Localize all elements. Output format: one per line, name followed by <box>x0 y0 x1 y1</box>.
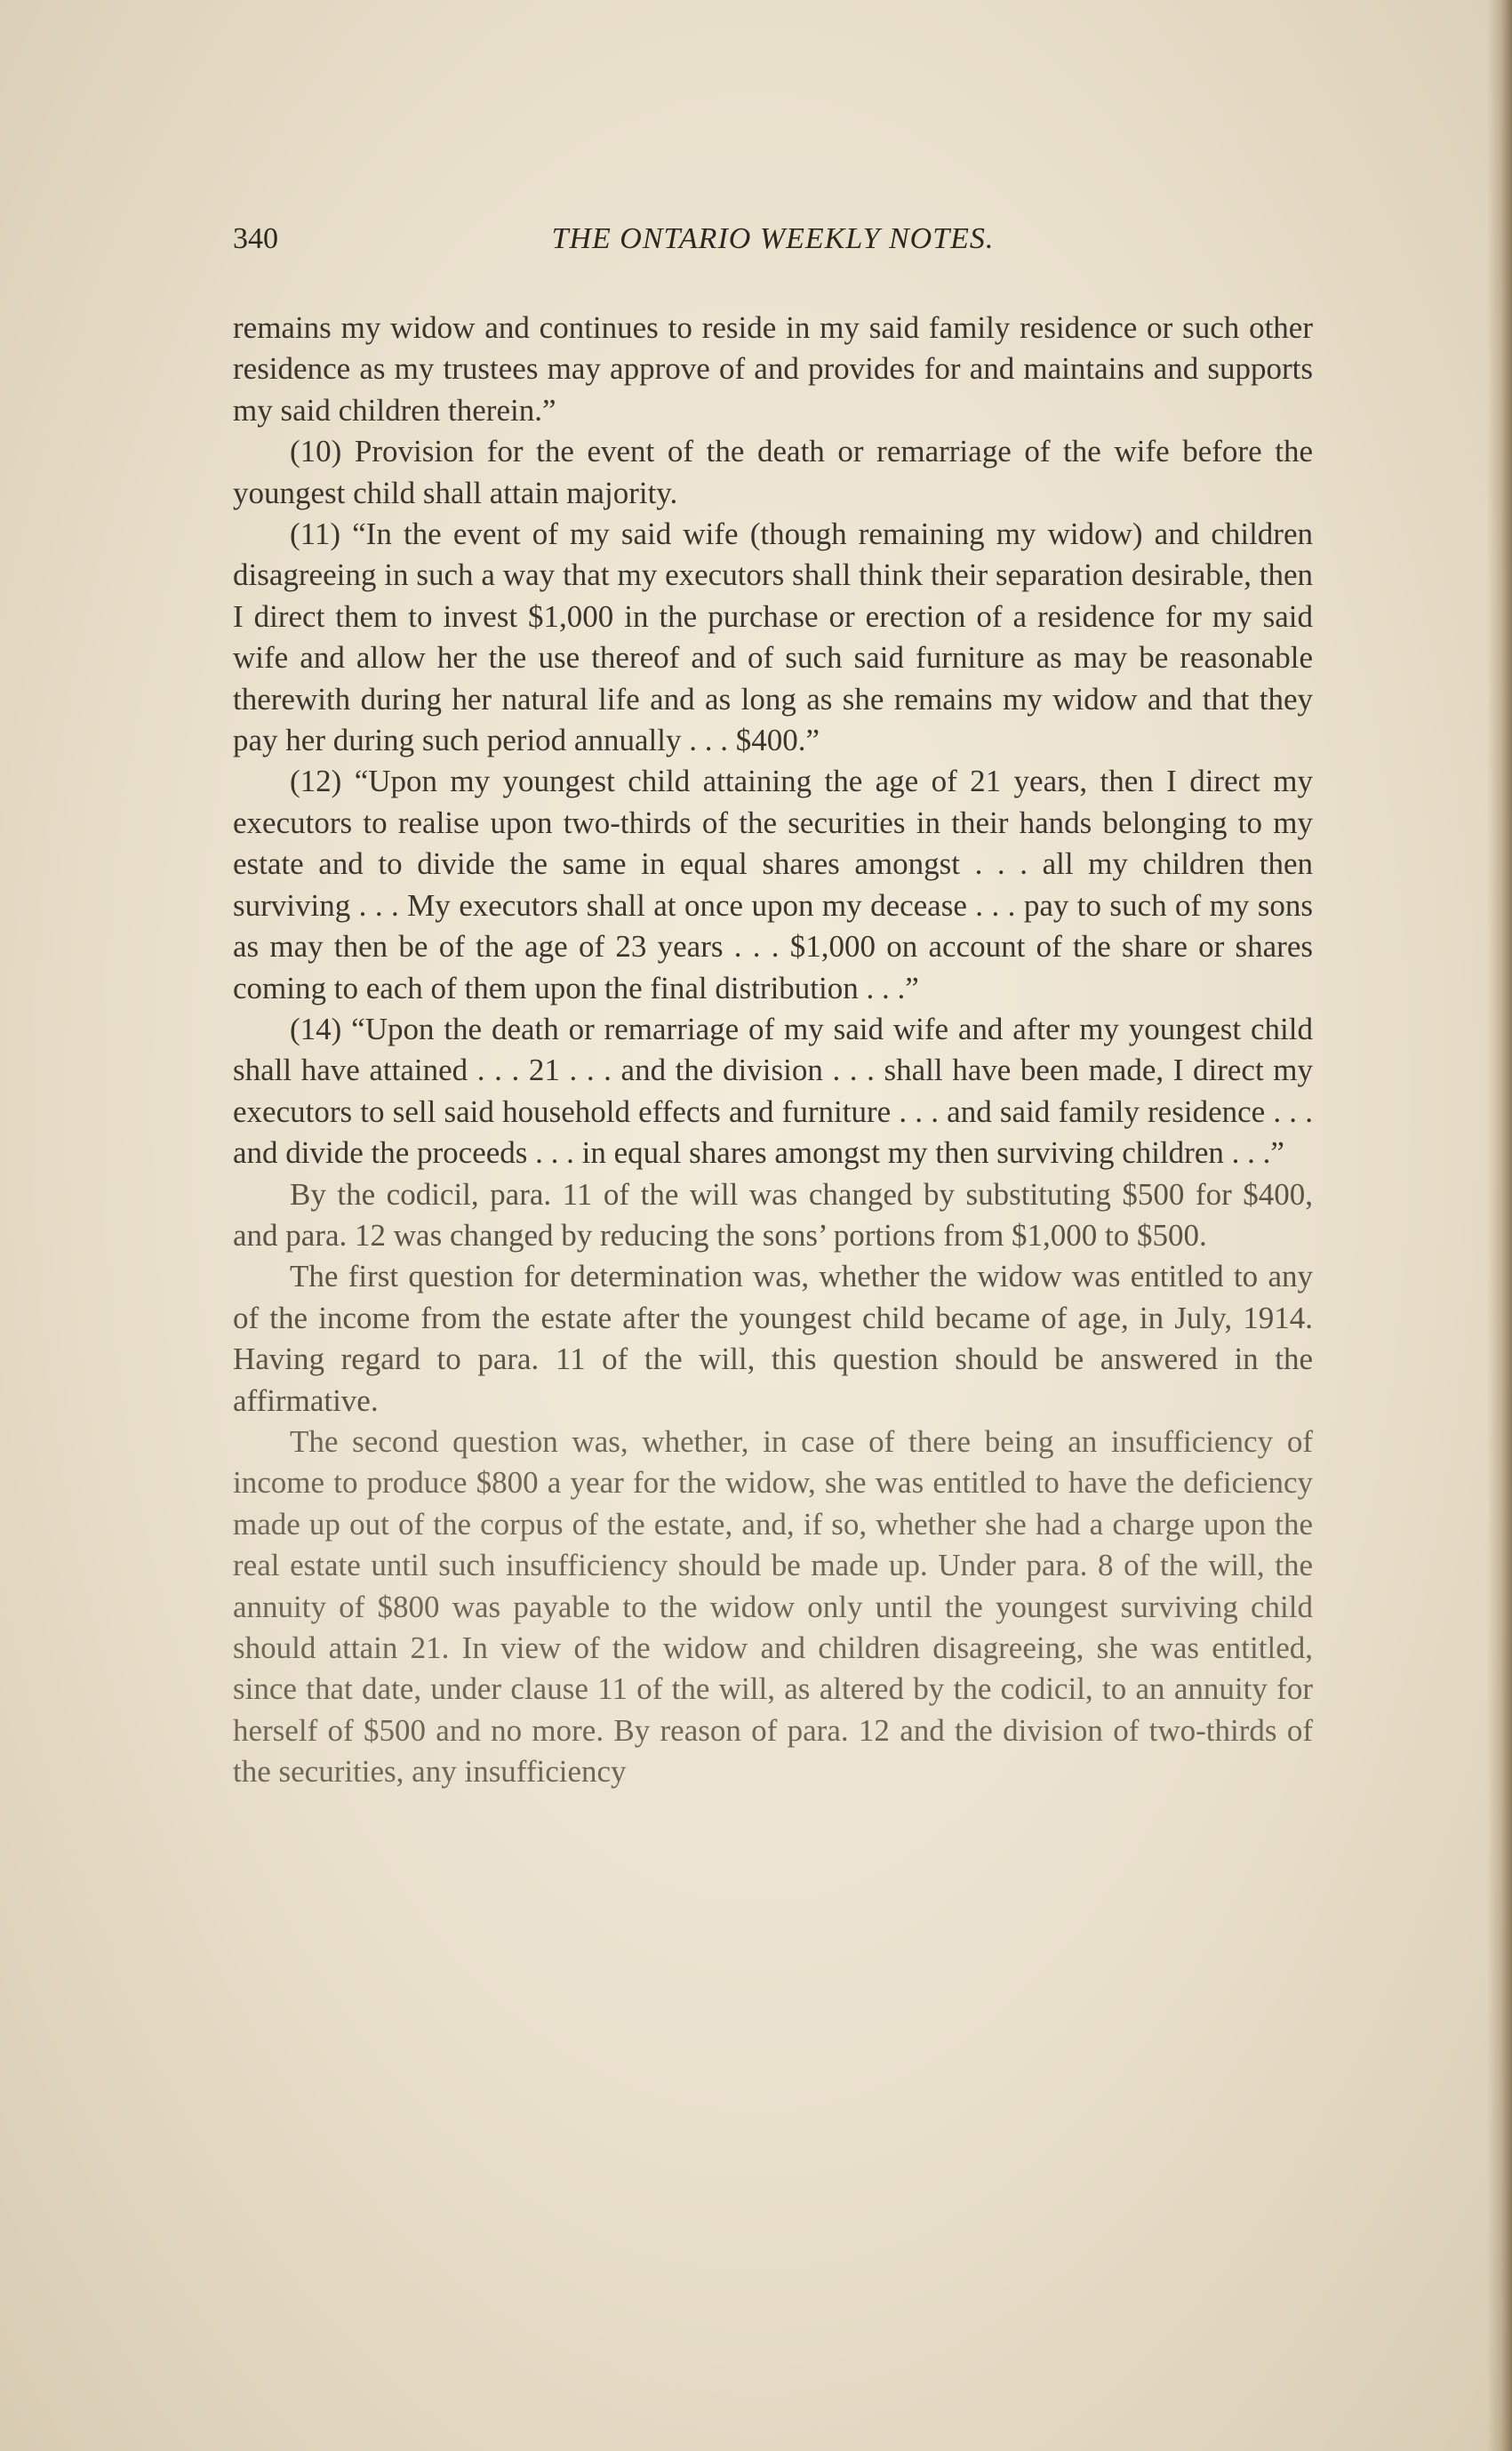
paragraph-codicil: By the codicil, para. 11 of the will was changed by substituting $500 for $400, and para. 12 was changed by reducing the sons’ portions from $1,000 to $500. <box>233 1176 1313 1253</box>
paragraph-clause-10: (10) Provision for the event of the death or remarriage of the wife before the youngest child shall attain majority. <box>233 434 1313 510</box>
paragraph-second-question: The second question was, whether, in case of there being an insufficiency of income to produce $800 a year for the widow, she was entitled to have the deficiency made up out of the corpus of the estate, and, if so, whether she had a charge upon the real estate until such insufficiency should be made up. Under para. 8 of the will, the annuity of $800 was payable to the widow only until the youngest surviving child should attain 21. In view of the widow and children disagreeing, she was entitled, since that date, under clause 11 of the will, as altered by the codicil, to an annuity for herself of $500 and no more. By reason of para. 12 and the division of two-thirds of the securities, any insufficiency <box>233 1423 1313 1790</box>
paragraph-continuation: remains my widow and continues to reside in my said family residence or such other residence as my trustees may approve of and provides for and maintains and supports my said children therein.” <box>233 310 1313 428</box>
paragraph-clause-14: (14) “Upon the death or remarriage of my said wife and after my youngest child shall have attained . . . 21 . . . and the division . . . shall have been made, I direct my executors to sell said household effects and furniture . . . and said family residence . . . and divide the proceeds . . . in equal shares amongst my then surviving children . . .” <box>233 1011 1313 1171</box>
page-edge-shadow <box>1487 0 1512 2451</box>
page-number: 340 <box>233 222 278 255</box>
paragraph-first-question: The first question for determination was, whether the widow was entitled to any of the income from the estate after the youngest child became of age, in July, 1914. Having regard to para. 11 of the will, this question should be answered in the affirmative. <box>233 1259 1313 1418</box>
body-text <box>233 308 1313 1793</box>
paragraph-clause-12: (12) “Upon my youngest child attaining the age of 21 years, then I direct my executors to realise upon two-thirds of the securities in their hands belonging to my estate and to divide the same in equal shares amongst . . . all my children then surviving . . . My executors shall at once upon my decease . . . pay to such of my sons as may then be of the age of 23 years . . . $1,000 on account of the share or shares coming to each of them upon the final distribution . . .” <box>233 764 1313 1005</box>
page-header <box>233 222 1313 267</box>
running-title: THE ONTARIO WEEKLY NOTES. <box>551 222 995 255</box>
paragraph-clause-11: (11) “In the event of my said wife (though remaining my widow) and children disagreeing in such a way that my executors shall think their separation desirable, then I direct them to invest $1,000 in the purchase or erection of a residence for my said wife and allow her the use thereof and of such said furniture as may be reasonable therewith during her natural life and as long as she remains my widow and that they pay her during such period annually . . . $400.” <box>233 517 1313 758</box>
